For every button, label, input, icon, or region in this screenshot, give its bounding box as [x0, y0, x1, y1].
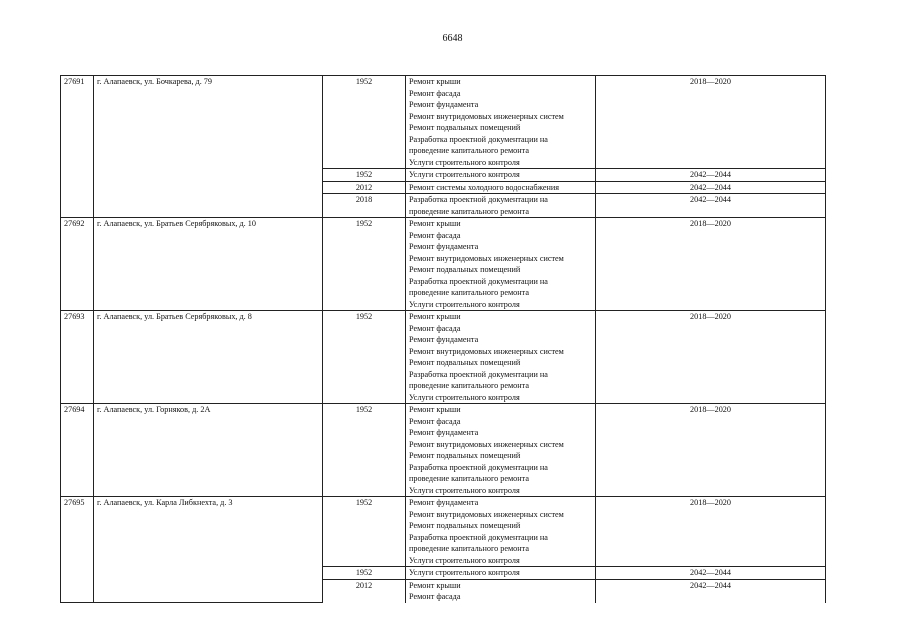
table-row: [61, 497, 826, 567]
work-item: Ремонт внутридомовых инженерных систем: [409, 346, 564, 356]
period-cell: 2042—2044: [596, 567, 826, 580]
work-item: Услуги строительного контроля: [409, 568, 520, 577]
work-item: Ремонт внутридомовых инженерных систем: [409, 439, 564, 449]
year-cell: 2012: [323, 579, 406, 603]
year-cell: 2018: [323, 194, 406, 218]
works-cell: [406, 311, 596, 404]
work-item: Услуги строительного контроля: [409, 392, 520, 402]
work-item: Услуги строительного контроля: [409, 485, 520, 495]
table-row: [61, 218, 826, 311]
work-item: Разработка проектной документации на: [409, 134, 548, 144]
work-item: Ремонт фундамента: [409, 242, 479, 251]
year-cell: 1952: [323, 497, 406, 567]
table-body: [61, 76, 826, 603]
work-item: проведение капитального ремонта: [409, 288, 529, 297]
work-item: проведение капитального ремонта: [409, 381, 529, 390]
work-item: Услуги строительного контроля: [409, 170, 520, 179]
period-cell: 2042—2044: [596, 181, 826, 194]
year-cell: 1952: [323, 169, 406, 182]
work-item: Разработка проектной документации на: [409, 532, 548, 542]
work-item: проведение капитального ремонта: [409, 146, 529, 155]
work-item: Ремонт фасада: [409, 416, 461, 426]
works-cell: [406, 181, 596, 194]
address-cell: г. Алапаевск, ул. Карла Либкнехта, д. 3: [94, 497, 323, 603]
work-item: Разработка проектной документации на: [409, 195, 548, 204]
works-cell: [406, 579, 596, 603]
work-item: Ремонт фундамента: [409, 498, 479, 507]
works-cell: [406, 404, 596, 497]
works-cell: [406, 218, 596, 311]
work-item: Ремонт фасада: [409, 323, 461, 333]
work-item: Ремонт подвальных помещений: [409, 521, 521, 530]
work-item: Разработка проектной документации на: [409, 369, 548, 379]
address-cell: г. Алапаевск, ул. Братьев Серябряковых, д. 10: [94, 218, 323, 311]
period-cell: 2018—2020: [596, 218, 826, 311]
address-cell: г. Алапаевск, ул. Горняков, д. 2А: [94, 404, 323, 497]
work-item: Ремонт крыши: [409, 580, 461, 590]
work-item: Разработка проектной документации на: [409, 462, 548, 472]
work-item: проведение капитального ремонта: [409, 544, 529, 553]
year-cell: 1952: [323, 76, 406, 169]
capital-repair-table: [60, 75, 826, 603]
period-cell: 2018—2020: [596, 76, 826, 169]
work-item: Ремонт фундамента: [409, 335, 479, 344]
address-cell: г. Алапаевск, ул. Братьев Серябряковых, д. 8: [94, 311, 323, 404]
period-cell: 2018—2020: [596, 404, 826, 497]
work-item: Ремонт внутридомовых инженерных систем: [409, 509, 564, 519]
year-cell: 2012: [323, 181, 406, 194]
work-item: Услуги строительного контроля: [409, 299, 520, 309]
table-row: [61, 404, 826, 497]
period-cell: 2042—2044: [596, 169, 826, 182]
work-item: Разработка проектной документации на: [409, 276, 548, 286]
work-item: проведение капитального ремонта: [409, 474, 529, 483]
works-cell: [406, 169, 596, 182]
year-cell: 1952: [323, 218, 406, 311]
record-number: 27695: [61, 497, 94, 603]
works-cell: [406, 497, 596, 567]
work-item: Ремонт подвальных помещений: [409, 123, 521, 132]
work-item: Ремонт крыши: [409, 312, 461, 321]
work-item: Ремонт подвальных помещений: [409, 358, 521, 367]
work-item: Ремонт крыши: [409, 219, 461, 228]
period-cell: 2018—2020: [596, 497, 826, 567]
period-cell: 2042—2044: [596, 194, 826, 218]
period-cell: 2018—2020: [596, 311, 826, 404]
work-item: Ремонт крыши: [409, 405, 461, 414]
work-item: Услуги строительного контроля: [409, 157, 520, 167]
year-cell: 1952: [323, 311, 406, 404]
page-number: 6648: [442, 33, 463, 44]
work-item: Ремонт фасада: [409, 230, 461, 240]
works-cell: [406, 76, 596, 169]
work-item: Услуги строительного контроля: [409, 555, 520, 565]
work-item: Ремонт внутридомовых инженерных систем: [409, 253, 564, 263]
work-item: Ремонт фундамента: [409, 428, 479, 437]
period-cell: 2042—2044: [596, 579, 826, 603]
record-number: 27691: [61, 76, 94, 218]
record-number: 27694: [61, 404, 94, 497]
table-row: [61, 311, 826, 404]
year-cell: 1952: [323, 404, 406, 497]
work-item: Ремонт подвальных помещений: [409, 265, 521, 274]
table-row: [61, 76, 826, 169]
record-number: 27692: [61, 218, 94, 311]
work-item: Ремонт фасада: [409, 88, 461, 98]
work-item: Ремонт крыши: [409, 77, 461, 86]
record-number: 27693: [61, 311, 94, 404]
works-cell: [406, 567, 596, 580]
work-item: Ремонт фасада: [409, 592, 461, 601]
work-item: Ремонт внутридомовых инженерных систем: [409, 111, 564, 121]
works-cell: [406, 194, 596, 218]
work-item: Ремонт фундамента: [409, 100, 479, 109]
work-item: Ремонт подвальных помещений: [409, 451, 521, 460]
work-item: проведение капитального ремонта: [409, 206, 529, 216]
work-item: Ремонт системы холодного водоснабжения: [409, 182, 560, 192]
year-cell: 1952: [323, 567, 406, 580]
address-cell: г. Алапаевск, ул. Бочкарева, д. 79: [94, 76, 323, 218]
